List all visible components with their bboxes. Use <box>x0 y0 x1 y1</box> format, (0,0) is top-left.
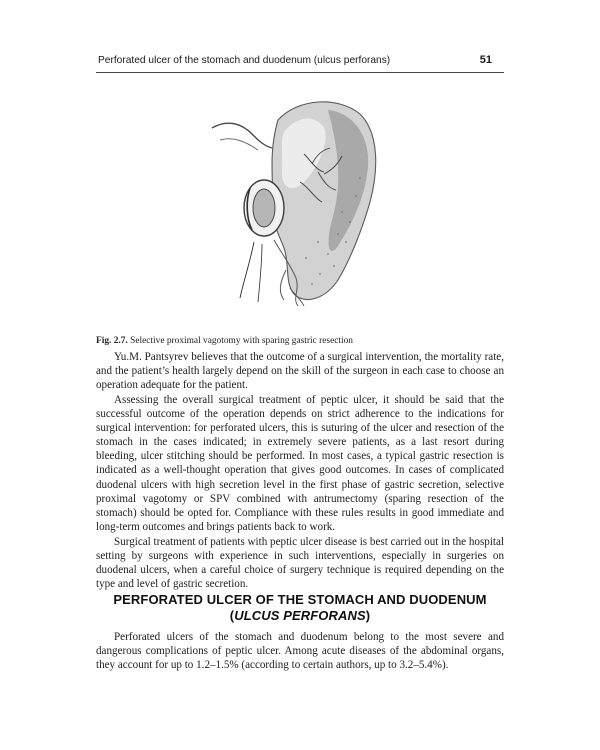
stump-lumen <box>253 189 275 227</box>
section-heading <box>96 592 504 624</box>
section-heading-line2: (ULCUS PERFORANS) <box>229 608 371 623</box>
figure-caption <box>96 336 504 346</box>
paragraph-assessment: Assessing the overall surgical treatment of peptic ulcer, it should be said that the successful outcome of the operation depends on strict adherence to the indications for surgical intervention: for perforated ulcers, this is suturing of the ulcer and resection of the stomach in the cases indicated; in extremely severe patients, as a last resort during bleeding, ulcer stitching should be performed. In most cases, a typical gastric resection is indicated as a well-thought operation that gives good outcomes. In cases of complicated duodenal ulcers with high secretion level in the first phase of gastric secretion, selective proximal vagotomy or SPV combined with antrumectomy (sparing resection of the stomach) should be opted for. Compliance with these rules results in good immediate and long-term outcomes and brings patients back to work. <box>96 394 504 533</box>
section-heading-line1: PERFORATED ULCER OF THE STOMACH AND DUODENUM <box>113 592 487 607</box>
figure-caption-text: Selective proximal vagotomy with sparing gastric resection <box>130 336 353 346</box>
surgical-illustration <box>200 92 400 317</box>
paragraph-pantsyrev: Yu.M. Pantsyrev believes that the outcome of a surgical intervention, the mortality rate, and the patient’s health largely depend on the skill of the surgeon in each case to choose an operation adequate for the patient. <box>96 351 504 392</box>
paragraph-hospital-setting: Surgical treatment of patients with peptic ulcer disease is best carried out in the hospital setting by surgeons with experience in such interventions, especially in surgeries on duodenal ulcers, when a careful choice of surgery technique is required depending on the type and level of gastric secretion. <box>96 536 504 591</box>
paragraph-perforated-ulcers: Perforated ulcers of the stomach and duodenum belong to the most severe and dangerous complications of peptic ulcer. Among acute diseases of the abdominal organs, they account for up to 1.2–1.5% (according to certain authors, up to 3.2–5.4%). <box>96 631 504 672</box>
running-head-title: Perforated ulcer of the stomach and duodenum (ulcus perforans) <box>98 55 391 66</box>
retractor <box>212 123 272 148</box>
page-number: 51 <box>479 54 492 66</box>
suture-thread <box>240 242 254 298</box>
figure-label: Fig. 2.7. <box>96 336 128 346</box>
running-head <box>96 53 504 69</box>
section-heading-latin: ULCUS PERFORANS <box>234 608 366 623</box>
header-rule <box>96 72 504 73</box>
vagotomy-drawing <box>200 92 400 317</box>
